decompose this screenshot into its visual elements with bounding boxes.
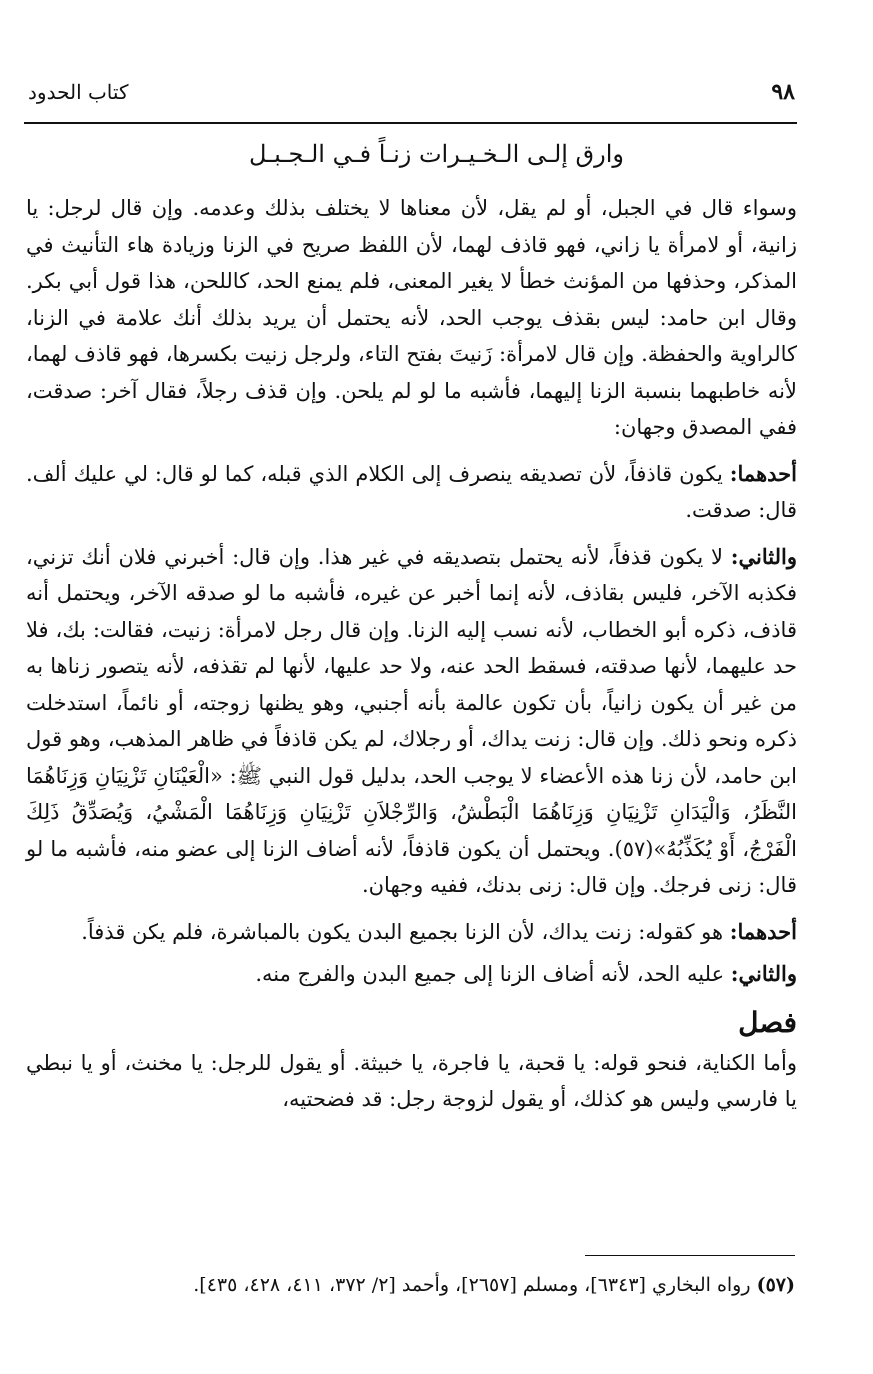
paragraph-text: يكون قاذفاً، لأن تصديقه ينصرف إلى الكلام الذي قبله، كما لو قال: لي عليك ألف. قال: صدقت. — [26, 461, 797, 522]
paragraph-lead: والثاني: — [730, 543, 797, 569]
footnote-rule — [585, 1255, 795, 1256]
paragraph — [26, 956, 797, 993]
paragraph — [26, 539, 797, 904]
body-text — [26, 190, 797, 1124]
paragraph-lead: والثاني: — [730, 961, 797, 986]
running-head — [28, 74, 795, 110]
poetry-verse: وارق إلـى الـخـيـرات زنـاً فـي الـجـبـل — [248, 140, 625, 168]
paragraph — [26, 456, 797, 529]
section-paragraph: وأما الكناية، فنحو قوله: يا قحبة، يا فاجرة، يا خبيثة. أو يقول للرجل: يا مخنث، أو يا نبطي يا فارسي وليس هو كذلك، أو يقول لزوجة رجل: قد فضحتيه، — [26, 1050, 798, 1111]
footnote-number: (٥٧) — [756, 1274, 795, 1296]
footnote — [26, 1270, 795, 1300]
section-heading: فصل — [738, 1005, 797, 1039]
paragraph-text: لا يكون قذفاً، لأنه يحتمل بتصديقه في غير هذا. وإن قال: أخبرني فلان أنك تزني، فكذبه الآخر، فليس بقاذف، لأنه إنما أخبر عن غيره، فأشبه ما لو صدقه الآخر، ويحتمل أنه قاذف، ذكره أبو الخطاب، لأنه نسب إليه الزنا. وإن قال رجل لامرأة: زنيت، فقالت: بك، فلا حد عليهما، لأنها صدقته، فسقط الحد عنه، ولا حد عليها، لأنها لم تقذفه، لأنه يتصور زناها به من غير أن يكون زانياً، بأن تكون عالمة بأنه أجنبي، وهو يظنها زوجته، أو نائماً، استدخلت ذكره ونحو ذلك. وإن قال: زنت يداك، أو رجلاك، لم يكن قاذفاً في ظاهر المذهب، وهو قول ابن حامد، لأن زنا هذه الأعضاء لا يوجب الحد، بدليل قول النبي ﷺ: «الْعَيْنَانِ تَزْنِيَانِ وَزِنَاهُمَا النَّظَرُ، وَالْيَدَانِ تَزْنِيَانِ وَزِنَاهُمَا الْبَطْشُ، وَالرِّجْلاَنِ تَزْنِيَانِ وَزِنَاهُمَا الْمَشْيُ، وَيُصَدِّقُ ذَلِكَ الْفَرْجُ، أَوْ يُكَذِّبُهُ»(٥٧). ويحتمل أن يكون قاذفاً، لأنه أضاف الزنا إلى عضو منه، فأشبه ما لو قال: زنى فرجك. وإن قال: زنى بدنك، ففيه وجهان. — [26, 544, 798, 897]
paragraph-text: هو كقوله: زنت يداك، لأن الزنا بجميع البدن يكون بالمباشرة، فلم يكن قذفاً. — [81, 919, 730, 944]
paragraph — [26, 914, 797, 951]
paragraph-text: وسواء قال في الجبل، أو لم يقل، لأن معناها لا يختلف بذلك وعدمه. وإن قال لرجل: يا زانية، أو لامرأة يا زاني، فهو قاذف لهما، لأن اللفظ صريح في الزنا وزيادة هاء التأنيث في المذكر، وحذفها من المؤنث خطأ لا يغير المعنى، فلم يمنع الحد، كاللحن، هذا قول أبي بكر. وقال ابن حامد: ليس بقذف يوجب الحد، لأنه يحتمل أن يريد بذلك أنك علامة في الزنا، كالراوية والحفظة. وإن قال لامرأة: زَنيتَ بفتح التاء، ولرجل زنيت بكسرها، فهو قاذف لهما، لأنه خاطبهما بنسبة الزنا إليهما، فأشبه ما لو لم يلحن. وإن قذف رجلاً، فقال آخر: صدقت، ففي المصدق وجهان: — [26, 196, 797, 439]
book-title: كتاب الحدود — [28, 80, 129, 104]
page-number: ٩٨ — [771, 79, 795, 105]
header-rule — [24, 122, 797, 124]
paragraph — [26, 190, 797, 446]
paragraph-lead: أحدهما: — [729, 918, 797, 944]
paragraph-lead: أحدهما: — [729, 460, 797, 486]
paragraph-text: عليه الحد، لأنه أضاف الزنا إلى جميع البدن والفرج منه. — [255, 962, 731, 986]
footnote-text: رواه البخاري [٦٣٤٣]، ومسلم [٢٦٥٧]، وأحمد [٢/ ٣٧٢، ٤١١، ٤٢٨، ٤٣٥]. — [193, 1274, 757, 1296]
